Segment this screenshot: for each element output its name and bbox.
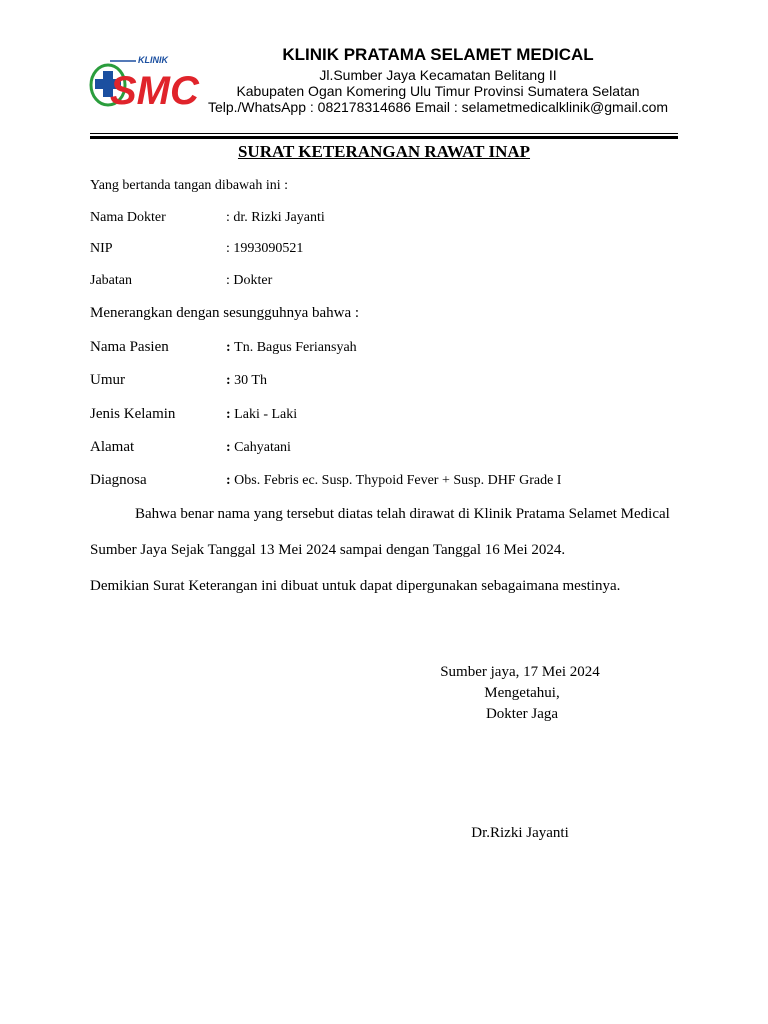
- logo-letters: SMC: [110, 69, 199, 113]
- statement-text: Menerangkan dengan sesungguhnya bahwa :: [90, 305, 360, 321]
- patient-name-label: Nama Pasien: [90, 339, 169, 355]
- logo-klinik-text: KLINIK: [138, 55, 168, 65]
- doctor-name-value: : dr. Rizki Jayanti: [226, 210, 325, 226]
- address-line-2: Kabupaten Ogan Komering Ulu Timur Provinsi Sumatera Selatan: [236, 83, 640, 99]
- position-value: : Dokter: [226, 273, 272, 289]
- intro-text: Yang bertanda tangan dibawah ini :: [90, 178, 289, 193]
- header-divider-thick: [90, 136, 678, 139]
- address-value: : Cahyatani: [226, 440, 291, 456]
- diagnosis-label: Diagnosa: [90, 472, 147, 488]
- body-line-2: Sumber Jaya Sejak Tanggal 13 Mei 2024 sampai dengan Tanggal 16 Mei 2024.: [90, 542, 566, 558]
- address-label: Alamat: [90, 439, 135, 455]
- diagnosis-value: : Obs. Febris ec. Susp. Thypoid Fever + Susp. DHF Grade I: [226, 473, 561, 489]
- clinic-name: KLINIK PRATAMA SELAMET MEDICAL: [282, 45, 594, 64]
- document-title: SURAT KETERANGAN RAWAT INAP: [237, 142, 531, 161]
- signature-place-date: Sumber jaya, 17 Mei 2024: [440, 664, 600, 680]
- contact-line: Telp./WhatsApp : 082178314686 Email : selametmedicalklinik@gmail.com: [207, 99, 669, 115]
- age-label: Umur: [90, 372, 125, 388]
- gender-value: : Laki - Laki: [226, 407, 297, 423]
- age-value: : 30 Th: [226, 373, 267, 389]
- signature-acknowledged: Mengetahui,: [484, 685, 560, 701]
- closing-text: Demikian Surat Keterangan ini dibuat untuk dapat dipergunakan sebagaimana mestinya.: [90, 578, 621, 594]
- position-label: Jabatan: [90, 273, 132, 288]
- nip-label: NIP: [90, 241, 113, 256]
- clinic-logo: [88, 52, 199, 114]
- gender-label: Jenis Kelamin: [90, 406, 176, 422]
- nip-value: : 1993090521: [226, 241, 303, 257]
- patient-name-value: : Tn. Bagus Feriansyah: [226, 340, 357, 356]
- doctor-name-label: Nama Dokter: [90, 210, 166, 225]
- body-line-1: Bahwa benar nama yang tersebut diatas telah dirawat di Klinik Pratama Selamet Medical: [135, 506, 670, 522]
- address-line-1: Jl.Sumber Jaya Kecamatan Belitang II: [319, 67, 557, 83]
- signature-role: Dokter Jaga: [485, 706, 559, 722]
- signature-name: Dr.Rizki Jayanti: [471, 825, 569, 841]
- header-divider-thin: [90, 133, 678, 134]
